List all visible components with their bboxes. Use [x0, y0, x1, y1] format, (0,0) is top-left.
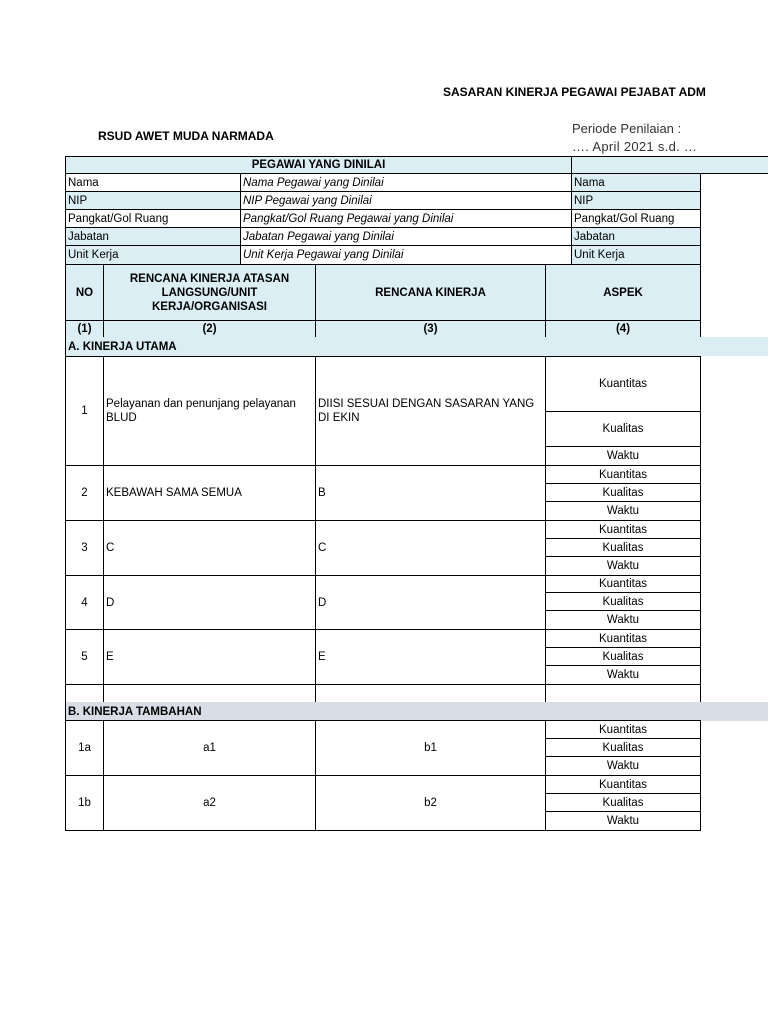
right-label-unit: Unit Kerja [571, 245, 701, 265]
row-2-atasan: KEBAWAH SAMA SEMUA [103, 465, 316, 521]
right-header-strip [571, 156, 768, 174]
row-1a-kuantitas: Kuantitas [545, 720, 701, 739]
pegawai-label-nip: NIP [65, 191, 241, 210]
column-number-1: (1) [65, 320, 104, 338]
row-1b-waktu: Waktu [545, 811, 701, 831]
right-label-nip: NIP [571, 191, 701, 210]
right-label-jabatan: Jabatan [571, 227, 701, 246]
document-title: SASARAN KINERJA PEGAWAI PEJABAT ADM [443, 85, 706, 99]
column-header-aspek: ASPEK [545, 264, 701, 321]
column-number-2: (2) [103, 320, 316, 338]
organization-name: RSUD AWET MUDA NARMADA [98, 129, 274, 143]
row-3-no: 3 [65, 520, 104, 576]
row-1-no: 1 [65, 356, 104, 466]
column-number-4: (4) [545, 320, 701, 338]
row-1b-rencana: b2 [315, 775, 546, 831]
row-1-kuantitas: Kuantitas [545, 356, 701, 412]
row-5-kuantitas: Kuantitas [545, 629, 701, 648]
row-1b-kualitas: Kualitas [545, 793, 701, 812]
section-kinerja-tambahan: B. KINERJA TAMBAHAN [65, 702, 768, 721]
row-2-kuantitas: Kuantitas [545, 465, 701, 484]
row-5-kualitas: Kualitas [545, 647, 701, 666]
row-3-kualitas: Kualitas [545, 538, 701, 557]
row-3-atasan: C [103, 520, 316, 576]
right-label-nama: Nama [571, 173, 701, 192]
row-4-no: 4 [65, 575, 104, 630]
row-1a-no: 1a [65, 720, 104, 776]
row-1-atasan: Pelayanan dan penunjang pelayanan BLUD [103, 356, 316, 466]
row-3-waktu: Waktu [545, 556, 701, 576]
row-2-waktu: Waktu [545, 501, 701, 521]
section-kinerja-utama: A. KINERJA UTAMA [65, 337, 768, 356]
pegawai-value-nama: Nama Pegawai yang Dinilai [240, 173, 572, 192]
row-2-kualitas: Kualitas [545, 483, 701, 502]
empty-row-no [65, 684, 104, 703]
pegawai-value-nip: NIP Pegawai yang Dinilai [240, 191, 572, 210]
row-1b-no: 1b [65, 775, 104, 831]
row-1a-atasan: a1 [103, 720, 316, 776]
row-4-kuantitas: Kuantitas [545, 575, 701, 593]
row-1a-kualitas: Kualitas [545, 738, 701, 757]
row-2-rencana: B [315, 465, 546, 521]
pegawai-heading: PEGAWAI YANG DINILAI [65, 156, 572, 174]
row-5-atasan: E [103, 629, 316, 685]
periode-value: …. April 2021 s.d. … [572, 139, 698, 154]
row-1b-atasan: a2 [103, 775, 316, 831]
row-1-kualitas: Kualitas [545, 411, 701, 447]
pegawai-value-pangkat: Pangkat/Gol Ruang Pegawai yang Dinilai [240, 209, 572, 228]
row-4-rencana: D [315, 575, 546, 630]
row-1b-kuantitas: Kuantitas [545, 775, 701, 794]
row-3-rencana: C [315, 520, 546, 576]
pegawai-label-unit: Unit Kerja [65, 245, 241, 265]
right-label-pangkat: Pangkat/Gol Ruang [571, 209, 701, 228]
row-1-rencana: DIISI SESUAI DENGAN SASARAN YANG DI EKIN [315, 356, 546, 466]
empty-row-aspek [545, 684, 701, 703]
row-1-waktu: Waktu [545, 446, 701, 466]
pegawai-label-nama: Nama [65, 173, 241, 192]
empty-row-rencana [315, 684, 546, 703]
row-3-kuantitas: Kuantitas [545, 520, 701, 539]
column-header-rencana: RENCANA KINERJA [315, 264, 546, 321]
pegawai-label-pangkat: Pangkat/Gol Ruang [65, 209, 241, 228]
pegawai-value-jabatan: Jabatan Pegawai yang Dinilai [240, 227, 572, 246]
pegawai-label-jabatan: Jabatan [65, 227, 241, 246]
row-4-kualitas: Kualitas [545, 592, 701, 611]
row-5-rencana: E [315, 629, 546, 685]
pegawai-value-unit: Unit Kerja Pegawai yang Dinilai [240, 245, 572, 265]
column-number-3: (3) [315, 320, 546, 338]
row-4-atasan: D [103, 575, 316, 630]
column-header-no: NO [65, 264, 104, 321]
empty-row-atasan [103, 684, 316, 703]
row-5-no: 5 [65, 629, 104, 685]
row-5-waktu: Waktu [545, 665, 701, 685]
row-1a-rencana: b1 [315, 720, 546, 776]
periode-label: Periode Penilaian : [572, 121, 682, 136]
row-4-waktu: Waktu [545, 610, 701, 630]
column-header-atasan: RENCANA KINERJA ATASAN LANGSUNG/UNIT KERJA/ORGANISASI [103, 264, 316, 321]
row-2-no: 2 [65, 465, 104, 521]
row-1a-waktu: Waktu [545, 756, 701, 776]
